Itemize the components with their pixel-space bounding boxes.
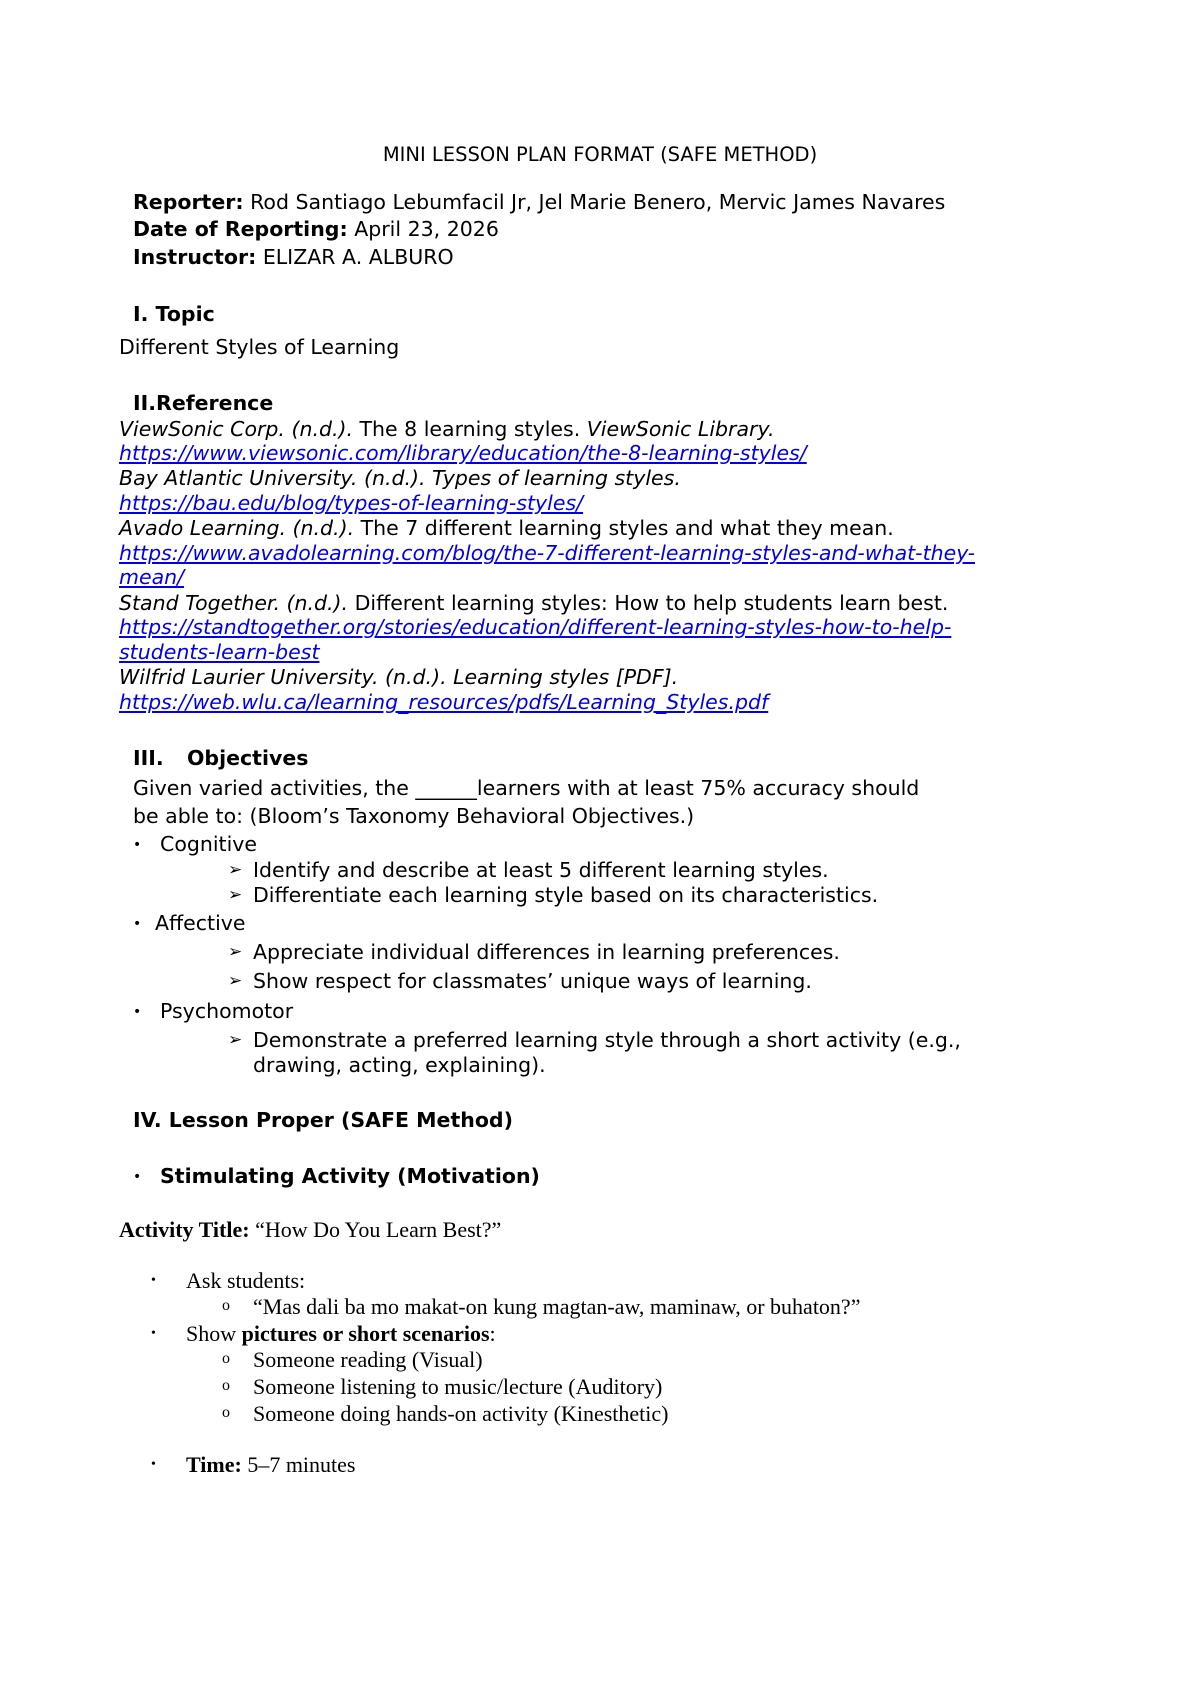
- objectives-intro: Given varied activities, the ______learners with at least 75% accuracy should: [133, 776, 920, 800]
- objectives-heading: Objectives: [187, 746, 309, 770]
- domain-cognitive: Cognitive: [160, 832, 258, 856]
- domain-affective: Affective: [155, 911, 246, 935]
- reporter-label: Reporter:: [133, 190, 244, 214]
- reference-link[interactable]: https://www.viewsonic.com/library/education/the-8-learning-styles/: [119, 441, 807, 465]
- date-line: [133, 219, 499, 240]
- scenario-item: Someone reading (Visual): [253, 1347, 483, 1372]
- page-title: MINI LESSON PLAN FORMAT (SAFE METHOD): [382, 143, 818, 166]
- sub-bullet-icon: o: [222, 1404, 230, 1421]
- sub-bullet-icon: o: [222, 1377, 230, 1394]
- reference-link[interactable]: https://web.wlu.ca/learning_resources/pdfs/Learning_Styles.pdf: [119, 690, 769, 714]
- bullet-icon: •: [133, 916, 142, 932]
- reference-entry: Wilfrid Laurier University. (n.d.). Learning styles [PDF].: [119, 665, 679, 689]
- bullet-icon: •: [133, 1169, 142, 1185]
- sub-bullet-icon: o: [222, 1297, 230, 1314]
- sub-bullet-icon: o: [222, 1350, 230, 1367]
- stimulating-activity-heading: Stimulating Activity (Motivation): [160, 1164, 540, 1188]
- objectives-intro: be able to: (Bloom’s Taxonomy Behavioral Objectives.): [133, 804, 695, 828]
- reference-link[interactable]: https://bau.edu/blog/types-of-learning-styles/: [119, 491, 584, 515]
- objective-item: Identify and describe at least 5 different learning styles.: [253, 858, 829, 882]
- bullet-icon: •: [151, 1457, 156, 1472]
- objective-item: Show respect for classmates’ unique ways of learning.: [253, 969, 812, 993]
- lesson-heading: IV. Lesson Proper (SAFE Method): [133, 1108, 513, 1132]
- bullet-icon: •: [133, 1004, 142, 1020]
- show-pictures-line: Show pictures or short scenarios:: [186, 1321, 496, 1346]
- scenario-item: Someone listening to music/lecture (Auditory): [253, 1374, 663, 1399]
- objectives-heading-number: III.: [133, 746, 164, 770]
- activity-title-line: [119, 1219, 501, 1241]
- objective-item: drawing, acting, explaining).: [253, 1053, 546, 1077]
- question-text: “Mas dali ba mo makat-on kung magtan-aw, maminaw, or buhaton?”: [253, 1294, 861, 1319]
- instructor-value: ELIZAR A. ALBURO: [262, 245, 454, 269]
- reference-entry: Stand Together. (n.d.). Different learning styles: How to help students learn best.: [119, 591, 949, 615]
- reporter-line: [133, 192, 945, 213]
- reference-heading: II.Reference: [133, 391, 274, 415]
- instructor-line: [133, 247, 454, 268]
- reference-entry: ViewSonic Corp. (n.d.). The 8 learning styles. ViewSonic Library.: [119, 417, 775, 441]
- reference-link[interactable]: mean/: [119, 565, 185, 589]
- time-value: 5–7 minutes: [247, 1452, 356, 1477]
- arrow-bullet-icon: ➢: [228, 942, 243, 962]
- reference-link[interactable]: students-learn-best: [119, 640, 320, 664]
- date-value: April 23, 2026: [354, 217, 499, 241]
- arrow-bullet-icon: ➢: [228, 1030, 243, 1050]
- date-label: Date of Reporting:: [133, 217, 348, 241]
- reporter-value: Rod Santiago Lebumfacil Jr, Jel Marie Benero, Mervic James Navares: [250, 190, 946, 214]
- time-label: Time:: [186, 1452, 242, 1477]
- reference-entry: Avado Learning. (n.d.). The 7 different learning styles and what they mean.: [119, 516, 894, 540]
- arrow-bullet-icon: ➢: [228, 971, 243, 991]
- activity-title-label: Activity Title:: [119, 1217, 250, 1242]
- bullet-icon: •: [133, 837, 142, 853]
- domain-psychomotor: Psychomotor: [160, 999, 294, 1023]
- topic-heading: I. Topic: [133, 302, 215, 326]
- reference-entry: Bay Atlantic University. (n.d.). Types of learning styles.: [119, 466, 681, 490]
- objective-item: Appreciate individual differences in learning preferences.: [253, 940, 840, 964]
- instructor-label: Instructor:: [133, 245, 257, 269]
- arrow-bullet-icon: ➢: [228, 885, 243, 905]
- reference-link[interactable]: https://standtogether.org/stories/education/different-learning-styles-how-to-help-: [119, 615, 952, 639]
- arrow-bullet-icon: ➢: [228, 860, 243, 880]
- scenario-item: Someone doing hands-on activity (Kinesthetic): [253, 1401, 669, 1426]
- bullet-icon: •: [151, 1273, 156, 1288]
- objective-item: Demonstrate a preferred learning style through a short activity (e.g.,: [253, 1028, 961, 1052]
- activity-title-value: “How Do You Learn Best?”: [255, 1217, 502, 1242]
- objective-item: Differentiate each learning style based on its characteristics.: [253, 883, 879, 907]
- time-line: [186, 1454, 355, 1476]
- bullet-icon: •: [151, 1326, 156, 1341]
- reference-link[interactable]: https://www.avadolearning.com/blog/the-7-different-learning-styles-and-what-they-: [119, 541, 976, 565]
- ask-students: Ask students:: [186, 1268, 306, 1293]
- topic-text: Different Styles of Learning: [119, 335, 400, 359]
